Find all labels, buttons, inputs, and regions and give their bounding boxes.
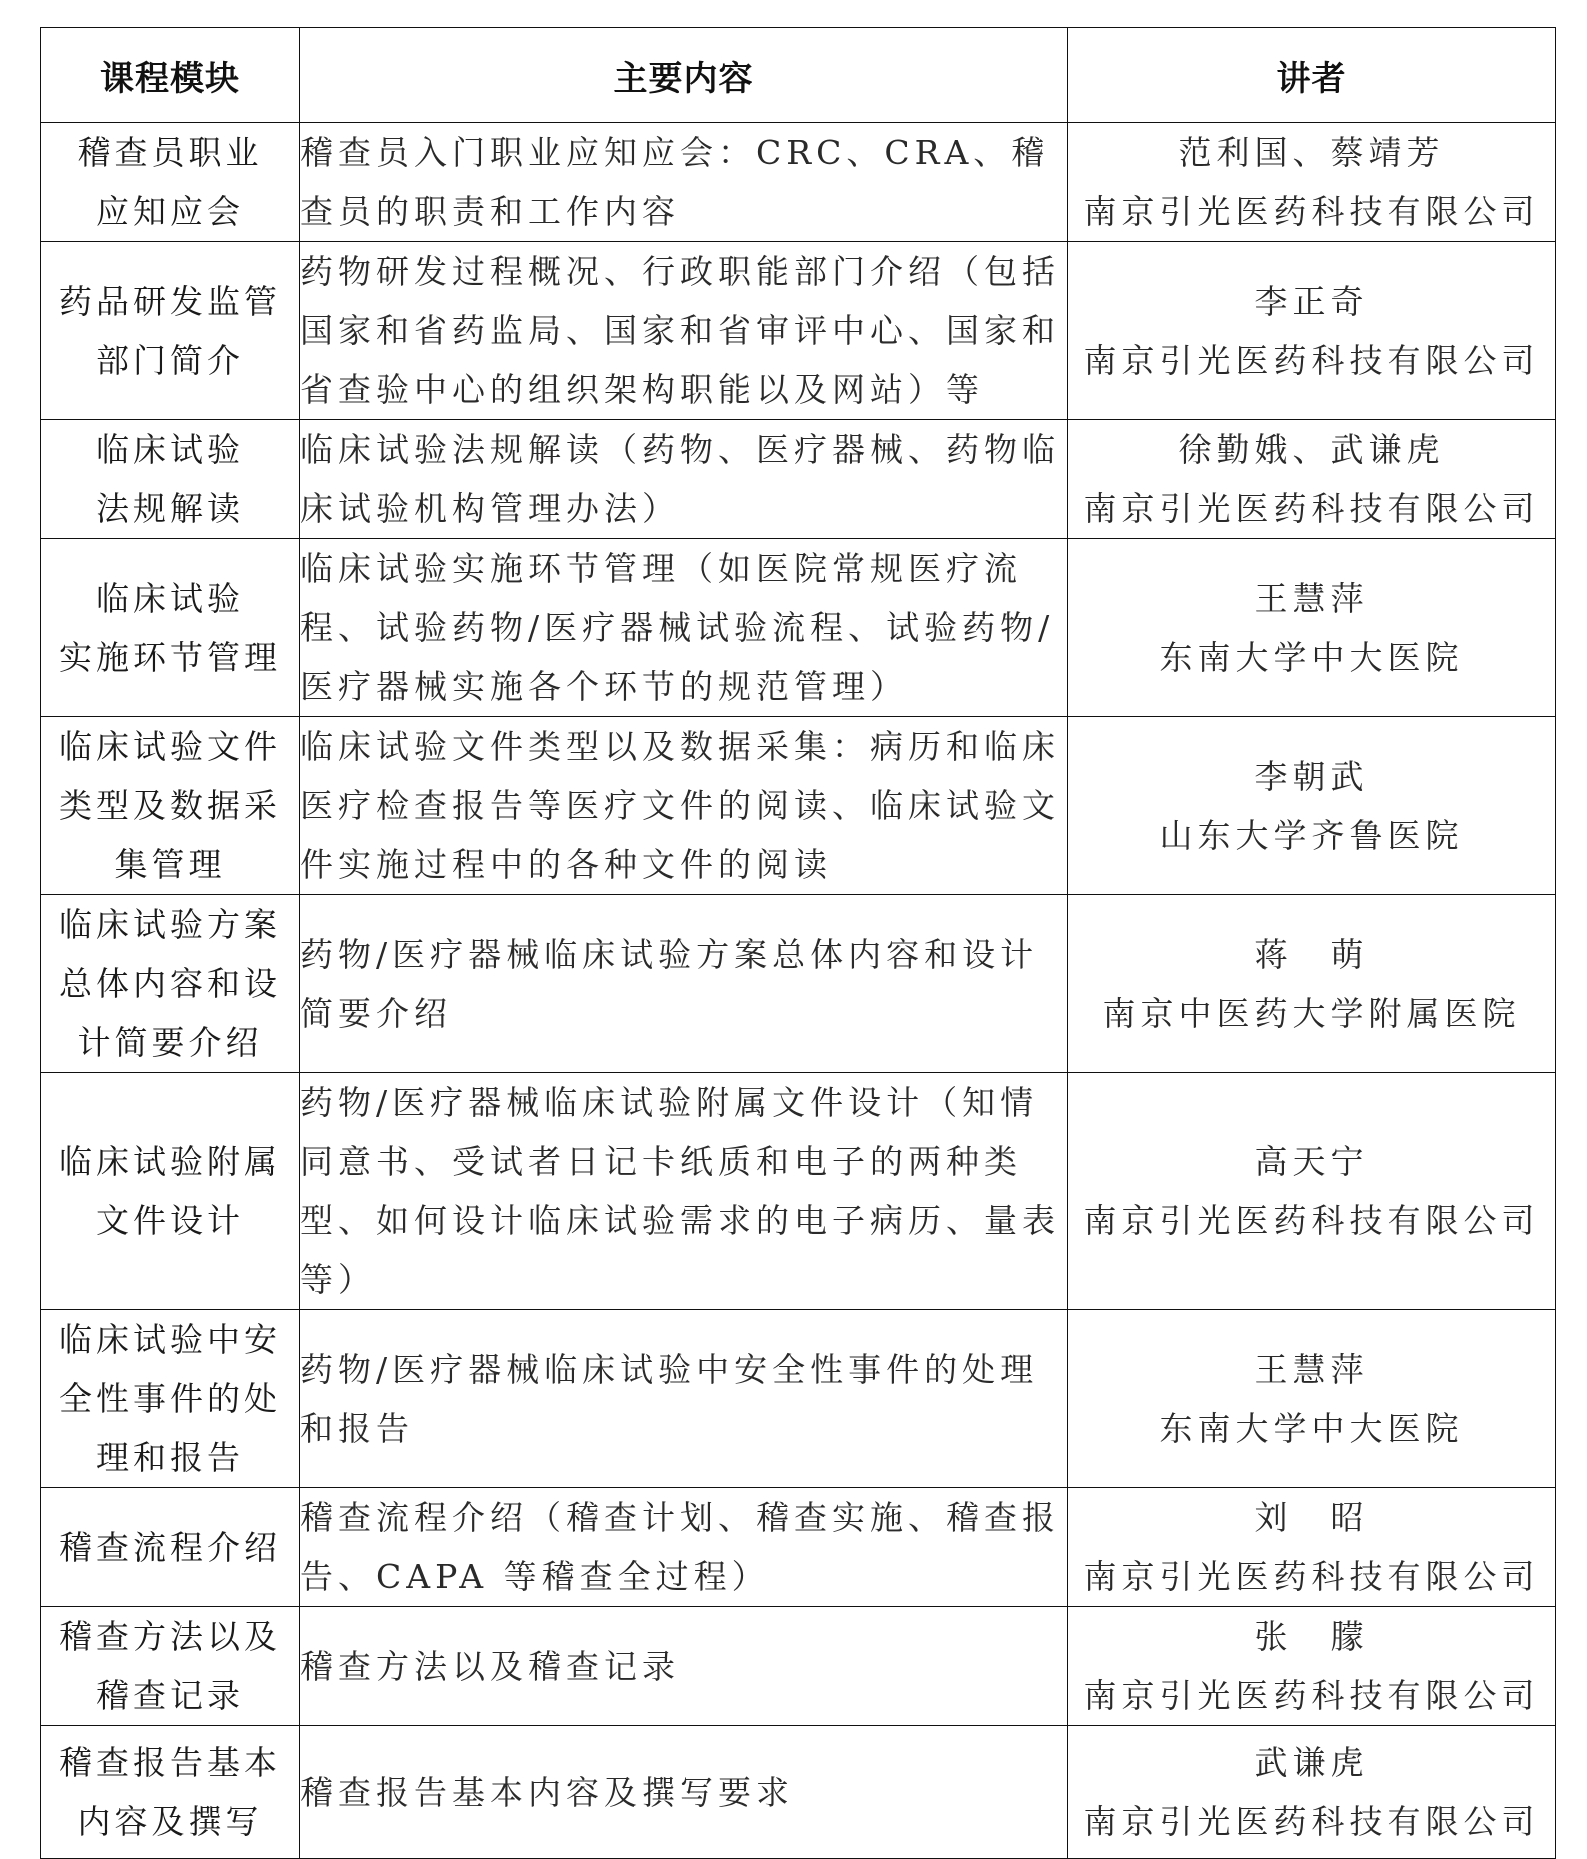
module-cell	[41, 1310, 300, 1488]
table-row	[41, 717, 1556, 895]
course-table	[40, 27, 1556, 1859]
header-content: 主要内容	[300, 28, 1068, 123]
speaker-name: 高天宁	[1254, 1142, 1369, 1181]
module-cell	[41, 1073, 300, 1310]
module-line: 文件设计	[96, 1201, 244, 1240]
speaker-name: 王慧萍	[1254, 578, 1369, 618]
module-line: 稽查方法以及	[59, 1617, 281, 1656]
table-row	[41, 242, 1556, 420]
module-line: 应知应会	[96, 192, 244, 231]
speaker-org: 南京中医药大学附属医院	[1102, 993, 1521, 1033]
module-line: 理和报告	[96, 1438, 244, 1477]
module-cell	[41, 717, 300, 895]
speaker-org: 南京引光医药科技有限公司	[1083, 1802, 1540, 1841]
speaker-org: 南京引光医药科技有限公司	[1083, 1557, 1540, 1596]
content-cell	[300, 717, 1068, 895]
module-line: 集管理	[114, 845, 226, 884]
table-row	[41, 895, 1556, 1073]
speaker-cell	[1068, 539, 1556, 717]
content-text: 药物/医疗器械临床试验中安全性事件的处理和报告	[300, 1349, 1039, 1448]
module-cell	[41, 895, 300, 1073]
module-line: 药品研发监管	[59, 281, 281, 321]
module-cell	[41, 1607, 300, 1726]
content-text: 药物/医疗器械临床试验附属文件设计（知情同意书、受试者日记卡纸质和电子的两种类型、如何设计临床试验需求的电子病历、量表等）	[300, 1083, 1060, 1299]
module-line: 全性事件的处	[59, 1379, 281, 1418]
content-cell	[300, 242, 1068, 420]
speaker-name: 刘 昭	[1254, 1498, 1369, 1537]
content-text: 药物/医疗器械临床试验方案总体内容和设计简要介绍	[300, 934, 1039, 1033]
content-cell	[300, 1073, 1068, 1310]
speaker-org: 山东大学齐鲁医院	[1159, 815, 1464, 855]
speaker-cell	[1068, 1607, 1556, 1726]
module-line: 临床试验附属	[59, 1142, 281, 1181]
content-cell	[300, 420, 1068, 539]
speaker-org: 南京引光医药科技有限公司	[1083, 489, 1540, 528]
content-text: 临床试验文件类型以及数据采集：病历和临床医疗检查报告等医疗文件的阅读、临床试验文件实施过程中的各种文件的阅读	[300, 727, 1060, 884]
table-row	[41, 1726, 1556, 1859]
table-body	[41, 123, 1556, 1859]
module-cell	[41, 1488, 300, 1607]
speaker-name: 李朝武	[1254, 756, 1369, 796]
speaker-org: 南京引光医药科技有限公司	[1083, 1201, 1540, 1240]
module-line: 稽查记录	[96, 1676, 244, 1715]
speaker-name: 范利国、蔡靖芳	[1178, 133, 1445, 172]
module-line: 法规解读	[96, 489, 244, 528]
speaker-cell	[1068, 420, 1556, 539]
content-cell	[300, 123, 1068, 242]
table-row	[41, 123, 1556, 242]
content-text: 药物研发过程概况、行政职能部门介绍（包括国家和省药监局、国家和省审评中心、国家和省查验中心的组织架构职能以及网站）等	[300, 252, 1060, 409]
module-line: 临床试验	[96, 430, 244, 469]
speaker-name: 蒋 萌	[1254, 934, 1369, 974]
speaker-cell	[1068, 717, 1556, 895]
speaker-name: 李正奇	[1254, 281, 1369, 321]
module-cell	[41, 242, 300, 420]
module-line: 计简要介绍	[77, 1023, 263, 1062]
speaker-org: 东南大学中大医院	[1159, 1408, 1464, 1448]
module-line: 实施环节管理	[59, 637, 281, 677]
speaker-org: 南京引光医药科技有限公司	[1083, 1676, 1540, 1715]
speaker-cell	[1068, 1310, 1556, 1488]
header-speaker: 讲者	[1068, 28, 1556, 123]
speaker-name: 武谦虎	[1254, 1743, 1369, 1782]
table-row	[41, 1310, 1556, 1488]
module-cell	[41, 123, 300, 242]
content-text: 稽查报告基本内容及撰写要求	[300, 1772, 794, 1812]
module-line: 稽查员职业	[77, 133, 263, 172]
content-cell	[300, 1726, 1068, 1859]
speaker-cell	[1068, 1488, 1556, 1607]
speaker-org: 南京引光医药科技有限公司	[1083, 340, 1540, 380]
header-row	[41, 28, 1556, 123]
speaker-org: 东南大学中大医院	[1159, 637, 1464, 677]
speaker-org: 南京引光医药科技有限公司	[1083, 192, 1540, 231]
speaker-name: 张 朦	[1254, 1617, 1369, 1656]
content-cell	[300, 895, 1068, 1073]
module-line: 临床试验方案	[59, 905, 281, 944]
module-line: 临床试验文件	[59, 727, 281, 766]
content-cell	[300, 1607, 1068, 1726]
content-text: 稽查流程介绍（稽查计划、稽查实施、稽查报告、CAPA 等稽查全过程）	[300, 1498, 1060, 1596]
speaker-cell	[1068, 242, 1556, 420]
module-line: 类型及数据采	[59, 786, 281, 825]
table-row	[41, 1607, 1556, 1726]
table-row	[41, 1488, 1556, 1607]
table-header	[41, 28, 1556, 123]
module-cell	[41, 1726, 300, 1859]
module-cell	[41, 420, 300, 539]
module-line: 稽查流程介绍	[59, 1527, 281, 1567]
speaker-name: 徐勤娥、武谦虎	[1178, 430, 1445, 469]
table-row	[41, 1073, 1556, 1310]
header-module: 课程模块	[41, 28, 300, 123]
content-cell	[300, 539, 1068, 717]
speaker-cell	[1068, 123, 1556, 242]
module-line: 部门简介	[96, 340, 244, 380]
content-cell	[300, 1488, 1068, 1607]
content-text: 稽查员入门职业应知应会：CRC、CRA、稽查员的职责和工作内容	[300, 133, 1050, 231]
content-cell	[300, 1310, 1068, 1488]
speaker-name: 王慧萍	[1254, 1349, 1369, 1389]
module-line: 临床试验	[96, 578, 244, 618]
module-line: 临床试验中安	[59, 1320, 281, 1359]
speaker-cell	[1068, 895, 1556, 1073]
content-text: 临床试验法规解读（药物、医疗器械、药物临床试验机构管理办法）	[300, 430, 1060, 528]
speaker-cell	[1068, 1726, 1556, 1859]
content-text: 临床试验实施环节管理（如医院常规医疗流程、试验药物/医疗器械试验流程、试验药物/医疗器械实施各个环节的规范管理）	[300, 549, 1055, 706]
module-cell	[41, 539, 300, 717]
module-line: 稽查报告基本	[59, 1743, 281, 1782]
table-row	[41, 420, 1556, 539]
content-text: 稽查方法以及稽查记录	[300, 1646, 680, 1686]
speaker-cell	[1068, 1073, 1556, 1310]
table-row	[41, 539, 1556, 717]
module-line: 内容及撰写	[77, 1802, 263, 1841]
module-line: 总体内容和设	[59, 964, 281, 1003]
